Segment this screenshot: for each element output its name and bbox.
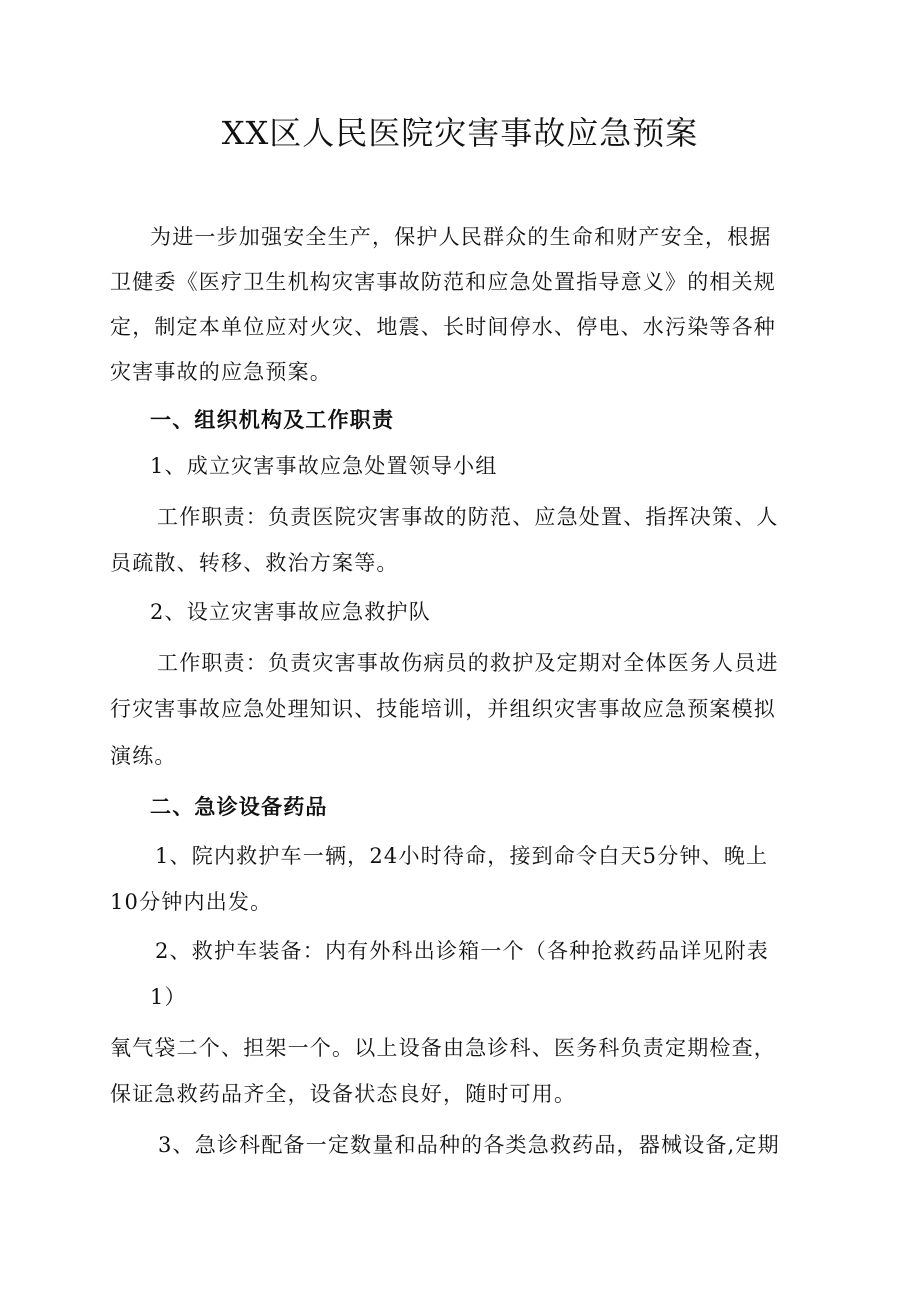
subheading: 2、设立灾害事故应急救护队 [150,600,431,624]
document-title: XX区人民医院灾害事故应急预案 [221,114,699,152]
paragraph-line: 2、救护车装备：内有外科出诊箱一个（各种抢救药品详见附表 [155,939,769,963]
section-heading: 一、组织机构及工作职责 [150,407,395,432]
paragraph-line: 定，制定本单位应对火灾、地震、长时间停水、停电、水污染等各种 [110,315,776,339]
paragraph-line: 灾害事故的应急预案。 [110,360,332,384]
paragraph-line: 10分钟内出发。 [110,890,273,914]
section-heading: 二、急诊设备药品 [150,794,328,819]
paragraph-line: 氧气袋二个、担架一个。以上设备由急诊科、医务科负责定期检查， [110,1036,776,1060]
paragraph-line: 保证急救药品齐全，设备状态良好，随时可用。 [110,1082,577,1106]
paragraph-line: 员疏散、转移、救治方案等。 [110,551,399,575]
paragraph-line: 3、急诊科配备一定数量和品种的各类急救药品，器械设备,定期 [158,1133,780,1157]
paragraph-line: 工作职责：负责医院灾害事故的防范、应急处置、指挥决策、人 [157,505,779,529]
paragraph-line: 1、院内救护车一辆，24小时待命，接到命令白天5分钟、晚上 [155,844,769,868]
paragraph-line: 工作职责：负责灾害事故伤病员的救护及定期对全体医务人员进 [157,651,779,675]
paragraph-line: 行灾害事故应急处理知识、技能培训，并组织灾害事故应急预案模拟 [110,697,776,721]
paragraph-line: 为进一步加强安全生产，保护人民群众的生命和财产安全，根据 [150,225,772,249]
paragraph-line: 1） [150,985,187,1009]
paragraph-line: 卫健委《医疗卫生机构灾害事故防范和应急处置指导意义》的相关规 [110,270,776,294]
subheading: 1、成立灾害事故应急处置领导小组 [150,454,498,478]
paragraph-line: 演练。 [110,744,177,768]
